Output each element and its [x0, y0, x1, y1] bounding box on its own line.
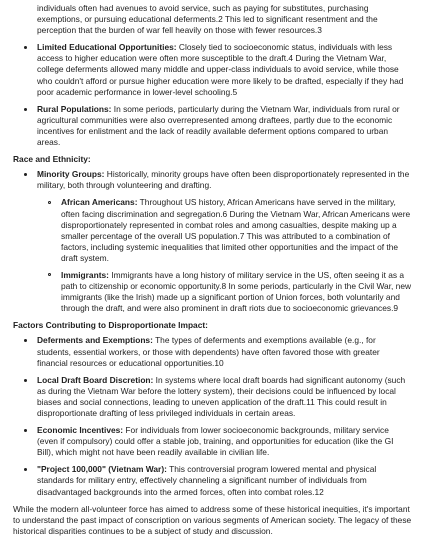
- item-label: African Americans:: [61, 197, 138, 208]
- race-list: [13, 169, 412, 314]
- item-label: Rural Populations:: [37, 103, 112, 114]
- list-item-african-americans: [61, 197, 412, 264]
- socioeconomic-continuation-text: individuals often had avenues to avoid service, such as paying for substitutes, purchasing exemptions, or pursuing educational deferments.2 This led to significant resentment and the perception that the burden of war fell heavily on those with fewer resources.3: [37, 3, 378, 36]
- item-text: Closely tied to socioeconomic status, individuals with less access to higher education were often more susceptible to the draft.4 During the Vietnam War, college deferments allowed many middle and upper-class individuals to avoid service, while those who couldn't afford or pursue higher education were more likely to be drafted, especially if they had poor academic performance in lower-level schooling.5: [37, 42, 404, 97]
- item-text: In systems where local draft boards had significant autonomy (such as during the Vietnam War before the lottery system), their decisions could be influenced by local biases and social connections, leading to uneven application of the draft.11 This could result in disproportionate drafting of less privileged individuals in certain areas.: [37, 374, 406, 418]
- section-heading-factors: Factors Contributing to Disproportionate Impact:: [13, 320, 208, 331]
- item-label: "Project 100,000" (Vietnam War):: [37, 464, 167, 475]
- item-label: Economic Incentives:: [37, 425, 124, 436]
- item-text: Immigrants have a long history of military service in the US, often seeing it as a path to citizenship or economic opportunity.8 In some periods, particularly in the Civil War, new immigrants (like the Irish) made up a significant portion of Union forces, both voluntarily and through the draft, and were also prominent in draft riots due to socioeconomic grievances.9: [61, 269, 412, 314]
- list-item-economic-incentives: [37, 425, 412, 458]
- item-text: Historically, minority groups have often been disproportionately represented in the military, both through volunteering and drafting.: [37, 169, 410, 191]
- list-item-rural-populations: [37, 104, 412, 148]
- list-item-draft-board: [37, 375, 412, 419]
- item-label: Immigrants:: [61, 269, 109, 280]
- item-text: The types of deferments and exemptions available (e.g., for students, essential workers, or those with dependents) have often favored those with greater financial resources or educational opportunities.10: [37, 335, 380, 368]
- list-item-educational-opportunities: [37, 42, 412, 97]
- factors-list: [13, 335, 412, 497]
- race-sublist: [37, 197, 412, 314]
- item-label: Limited Educational Opportunities:: [37, 42, 177, 53]
- list-item-immigrants: [61, 270, 412, 314]
- item-label: Minority Groups:: [37, 169, 105, 180]
- document-page: [0, 3, 422, 549]
- item-label: Deferments and Exemptions:: [37, 335, 153, 346]
- item-text: Throughout US history, African Americans have served in the military, often facing discrimination and segregation.6 During the Vietnam War, African Americans were disproportionately represented in combat roles and among casualties, despite making up a smaller percentage of the overall US population.7 This was attributed to a combination of factors, including systemic inequalities that limited other opportunities and the impact of the draft system.: [61, 197, 411, 263]
- item-label: Local Draft Board Discretion:: [37, 374, 154, 385]
- section-heading-race: Race and Ethnicity:: [13, 154, 91, 165]
- item-text: This controversial program lowered mental and physical standards for military entry, effectively channeling a significant number of individuals from disadvantaged backgrounds into the armed forces, often into combat roles.12: [37, 464, 377, 497]
- list-item-project-100000: [37, 464, 412, 497]
- list-item-deferments: [37, 335, 412, 368]
- conclusion-paragraph: While the modern all-volunteer force has aimed to address some of these historical inequities, it's important to understand the past impact of conscription on various segments of American society. The legacy of these historical disparities continues to be a subject of study and discussion.: [13, 503, 412, 536]
- item-text: For individuals from lower socioeconomic backgrounds, military service (even if compulsory) could offer a stable job, training, and opportunities for education (like the GI Bill), which might not have been readily available in civilian life.: [37, 425, 394, 458]
- item-text: In some periods, particularly during the Vietnam War, individuals from rural or agricultural communities were also overrepresented among draftees, partly due to the economic incentives for enlistment and the lack of readily available deferment options compared to urban areas.: [37, 103, 400, 148]
- list-item-minority-groups: [37, 169, 412, 314]
- socioeconomic-list: [13, 42, 412, 148]
